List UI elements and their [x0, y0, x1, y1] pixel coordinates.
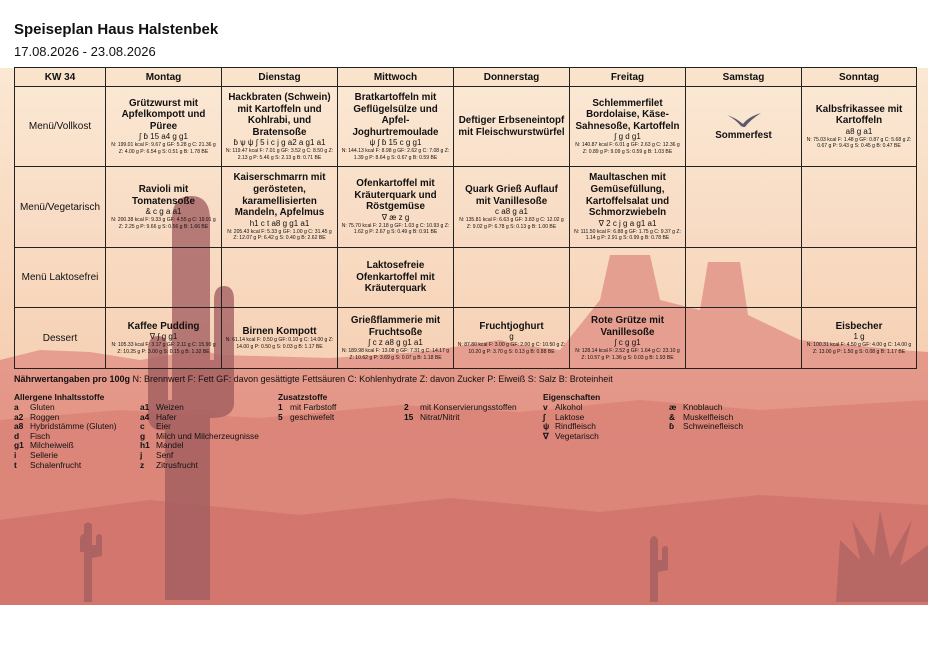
- menu-cell: [686, 308, 802, 369]
- week-number: KW 34: [15, 68, 106, 87]
- nutrition-info: N: 128.14 kcal F: 2.52 g GF: 1.64 g C: 23.10 g Z: 10.57 g P: 1.36 g S: 0.03 g B: 1.93 BE: [575, 348, 680, 361]
- row-label: Menü/Vollkost: [15, 87, 106, 167]
- dish-name: Grießflammerie mit Fruchtsoße: [350, 315, 441, 338]
- menu-cell: [338, 87, 454, 167]
- menu-cell: [802, 248, 917, 308]
- legend-text: mit Farbstoff: [290, 402, 337, 412]
- nutrition-info: N: 135.81 kcal F: 6.63 g GF: 3.83 g C: 12.02 g Z: 9.02 g P: 6.78 g S: 0.13 g B: 1.00 BE: [459, 217, 564, 230]
- legend-entry: [543, 432, 599, 442]
- legend-code: t: [14, 459, 17, 470]
- menu-cell: [106, 167, 222, 248]
- legend-code: æ: [669, 402, 677, 412]
- nutrition-info: N: 144.13 kcal F: 8.98 g GF: 2.62 g C: 7.08 g Z: 1.39 g P: 8.64 g S: 0.67 g B: 0.59 BE: [341, 148, 450, 161]
- dish-name: Schlemmerfilet Bordolaise, Käse-Sahnesoße, Kartoffeln: [575, 97, 680, 132]
- allergen-codes: h1 c t a8 g g1 a1: [249, 218, 310, 228]
- legend-text: geschwefelt: [290, 411, 335, 422]
- legend-code: ∇: [543, 430, 549, 441]
- menu-cell: [686, 87, 802, 167]
- dish-name: Bratkartoffeln mit Geflügelsülze und Apfel-Joghurtremoulade: [352, 91, 439, 138]
- legend-entry: [669, 422, 743, 432]
- day-header: Mittwoch: [338, 68, 454, 87]
- legend-text: Alkohol: [555, 402, 583, 412]
- allergen-codes: ∫ c z a8 g g1 a1: [368, 338, 423, 348]
- menu-cell: [570, 308, 686, 369]
- nutrition-info: N: 119.47 kcal F: 7.01 g GF: 3.52 g C: 8.50 g Z: 2.13 g P: 5.46 g S: 2.13 g B: 0.71 BE: [225, 148, 334, 161]
- nutrition-info: N: 140.87 kcal F: 6.01 g GF: 2.63 g C: 12.36 g Z: 0.89 g P: 9.09 g S: 0.59 g B: 1.03 BE: [575, 142, 680, 155]
- allergen-legend-title: Allergene Inhaltsstoffe: [14, 392, 105, 402]
- legend-text: Schalenfrucht: [30, 459, 82, 470]
- legend-code: a4: [140, 411, 150, 422]
- dish-name: Quark Grieß Auflauf mit Vanillesoße: [465, 184, 558, 207]
- table-row: [15, 167, 917, 248]
- allergen-codes: ∫ g d g1: [614, 132, 641, 142]
- row-label: Menü Laktosefrei: [15, 248, 106, 308]
- allergen-codes: & c g a a1: [145, 207, 182, 217]
- legend-entry: [404, 413, 517, 423]
- nutrition-info: N: 75.03 kcal F: 1.48 g GF: 0.87 g C: 5.68 g Z: 0.67 g P: 9.43 g S: 0.45 g B: 0.47 BE: [806, 136, 912, 150]
- nutrition-info: N: 199.01 kcal F: 9.67 g GF: 5.28 g C: 21.36 g Z: 4.00 g P: 6.54 g S: 0.51 g B: 1.78 BE: [111, 142, 216, 155]
- allergen-codes: ∫ ɓ 15 a4 g g1: [139, 132, 188, 142]
- bird-icon: [726, 112, 762, 128]
- allergen-codes: ∇ ∫ g g1: [149, 332, 178, 342]
- dish-name: Kalbsfrikassee mit Kartoffeln: [815, 103, 903, 127]
- legend-code: ∫: [543, 411, 546, 422]
- nutrition-info: N: 189.98 kcal F: 13.08 g GF: 7.31 g C: 14.17 g Z: 10.62 g P: 3.69 g S: 0.07 g B: 1.18 BE: [341, 348, 450, 361]
- table-header-row: [15, 68, 917, 87]
- dish-name: Kaiserschmarrn mit gerösteten, karamellisierten Mandeln, Apfelmus: [233, 172, 326, 219]
- menu-cell: [106, 308, 222, 369]
- legend-text: Milch und Milcherzeugnisse: [156, 430, 259, 441]
- legend-text: Weizen: [156, 402, 184, 412]
- legend-text: Gluten: [30, 402, 55, 412]
- nutrition-info: N: 100.31 kcal F: 4.50 g GF: 4.00 g C: 14.00 g Z: 13.00 g P: 1.50 g S: 0.08 g B: 1.17 BE: [806, 342, 912, 355]
- legend-text: Milcheiweiß: [30, 440, 74, 451]
- menu-cell: [686, 167, 802, 248]
- allergen-codes: ψ ∫ ɓ 15 c g g1: [369, 138, 422, 148]
- legend-code: z: [140, 459, 145, 470]
- legend-text: Knoblauch: [683, 402, 723, 412]
- nutrition-info: N: 205.43 kcal F: 5.33 g GF: 1.00 g C: 31.45 g Z: 12.07 g P: 6.42 g S: 0.40 g B: 2.62 BE: [227, 228, 332, 242]
- row-label: Menü/Vegetarisch: [15, 167, 106, 248]
- legend-code: ψ: [543, 421, 550, 432]
- legend-code: 15: [404, 411, 414, 422]
- menu-cell: [570, 87, 686, 167]
- menu-cell: [454, 308, 570, 369]
- dish-name: Ofenkartoffel mit Kräuterquark und Röstgemüse: [354, 178, 437, 213]
- dish-name: Sommerfest: [715, 129, 772, 141]
- dish-name: Rote Grütze mit Vanillesoße: [591, 315, 664, 338]
- property-legend-title: Eigenschaften: [543, 392, 601, 402]
- dish-name: Maultaschen mit Gemüsefüllung, Kartoffelsalat und Schmorzwiebeln: [585, 172, 670, 219]
- menu-cell: [338, 248, 454, 308]
- allergen-codes: c a8 g a1: [495, 207, 528, 217]
- legend-code: j: [140, 449, 143, 460]
- menu-cell: [222, 308, 338, 369]
- date-range: 17.08.2026 - 23.08.2026: [14, 44, 156, 59]
- day-header: Freitag: [570, 68, 686, 87]
- legend-text: Rindfleisch: [555, 421, 596, 432]
- dish-name: Hackbraten (Schwein) mit Kartoffeln und Kohlrabi, und Bratensoße: [228, 91, 331, 138]
- menu-cell: [454, 167, 570, 248]
- allergen-codes: ∫ c g g1: [614, 338, 641, 348]
- nutrition-legend: [14, 375, 613, 385]
- allergen-codes: ɓ ѱ ψ ∫ 5 i c j g a2 a g1 a1: [233, 138, 326, 148]
- dish-name: Laktosefreie Ofenkartoffel mit Kräuterquark: [356, 260, 435, 295]
- dish-name: Birnen Kompott: [242, 325, 317, 337]
- row-label: Dessert: [15, 308, 106, 369]
- table-row: [15, 87, 917, 167]
- additive-legend: [278, 392, 517, 422]
- table-row: [15, 248, 917, 308]
- menu-cell: [222, 248, 338, 308]
- legend-text: Hybridstämme (Gluten): [30, 421, 117, 432]
- nutrition-info: N: 111.50 kcal F: 6.88 g GF: 1.75 g C: 9.37 g Z: 1.14 g P: 2.91 g S: 0.99 g B: 0.78 BE: [574, 228, 681, 242]
- menu-cell: [338, 167, 454, 248]
- nutrition-info: N: 200.38 kcal F: 9.33 g GF: 4.55 g C: 19.91 g Z: 2.25 g P: 9.66 g S: 0.56 g B: 1.66 BE: [111, 217, 216, 230]
- legend-code: d: [14, 430, 20, 441]
- legend-text: Muskelfleisch: [683, 411, 734, 422]
- legend-code: a2: [14, 411, 24, 422]
- legend-code: v: [543, 402, 548, 412]
- allergen-codes: ∇ 2 c j g a g1 a1: [598, 218, 657, 228]
- allergen-codes: ∇ æ z g: [381, 212, 410, 222]
- legend-text: Fisch: [30, 430, 51, 441]
- legend-text: Eier: [156, 421, 171, 432]
- meal-plan-table: [14, 67, 917, 369]
- day-header: Samstag: [686, 68, 802, 87]
- menu-cell: [570, 167, 686, 248]
- legend-text: Nitrat/Nitrit: [420, 411, 460, 422]
- property-legend: [543, 392, 744, 441]
- menu-cell: [802, 87, 917, 167]
- dish-name: Kaffee Pudding: [127, 320, 200, 332]
- legend-code: i: [14, 449, 17, 460]
- legend-entry: [140, 461, 259, 471]
- dish-name: Deftiger Erbseneintopf mit Fleischwurstwürfel: [458, 114, 565, 138]
- nutrition-legend-text: N: Brennwert F: Fett GF: davon gesättigte Fettsäuren C: Kohlenhydrate Z: davon Zucker P: Eiweiß S: Salz B: Broteinheit: [132, 374, 613, 384]
- menu-cell: [106, 87, 222, 167]
- legend-text: Mandel: [156, 440, 184, 451]
- legend-text: Schweinefleisch: [683, 421, 744, 432]
- legend-code: g1: [14, 440, 24, 451]
- legend-text: Vegetarisch: [555, 430, 599, 441]
- legend-text: Roggen: [30, 411, 60, 422]
- nutrition-info: N: 105.33 kcal F: 3.17 g GF: 2.11 g C: 15.90 g Z: 10.25 g P: 3.00 g S: 0.15 g B: 1.32 BE: [111, 342, 216, 355]
- legend-code: 1: [278, 402, 283, 412]
- menu-cell: [222, 87, 338, 167]
- nutrition-info: N: 61.14 kcal F: 0.50 g GF: 0.10 g C: 14.00 g Z: 14.00 g P: 0.50 g S: 0.03 g B: 1.17 BE: [225, 337, 334, 350]
- dish-name: Grützwurst mit Apfelkompott und Püree: [121, 97, 206, 132]
- legend-code: a8: [14, 421, 24, 432]
- legend-text: Senf: [156, 449, 174, 460]
- legend-code: a1: [140, 402, 150, 412]
- menu-cell: [338, 308, 454, 369]
- menu-cell: [802, 167, 917, 248]
- nutrition-legend-label: Nährwertangaben pro 100g: [14, 374, 131, 384]
- legend-code: ɓ: [669, 421, 675, 432]
- dish-name: Fruchtjoghurt: [479, 320, 544, 332]
- legend-text: Laktose: [555, 411, 585, 422]
- day-header: Donnerstag: [454, 68, 570, 87]
- menu-cell: [570, 248, 686, 308]
- day-header: Montag: [106, 68, 222, 87]
- page-title: Speiseplan Haus Halstenbek: [14, 21, 219, 38]
- allergen-legend: [14, 392, 259, 470]
- menu-cell: [454, 248, 570, 308]
- nutrition-info: N: 87.80 kcal F: 3.00 g GF: 2.00 g C: 10.50 g Z: 10.20 g P: 3.70 g S: 0.13 g B: 0.88 BE: [457, 342, 566, 355]
- allergen-codes: a8 g a1: [845, 126, 873, 136]
- allergen-codes: 1 g: [853, 332, 865, 342]
- nutrition-info: N: 75.70 kcal F: 2.18 g GF: 1.03 g C: 10.93 g Z: 1.62 g P: 2.67 g S: 0.49 g B: 0.91 BE: [341, 222, 450, 236]
- menu-cell: [106, 248, 222, 308]
- allergen-codes: g: [509, 332, 514, 342]
- legend-code: a: [14, 402, 19, 412]
- legend-entry: [278, 413, 336, 423]
- legend-code: 2: [404, 402, 409, 412]
- legend-text: Hafer: [156, 411, 177, 422]
- legend-text: Sellerie: [30, 449, 58, 460]
- day-header: Sonntag: [802, 68, 917, 87]
- table-row: [15, 308, 917, 369]
- dish-name: Ravioli mit Tomatensoße: [132, 184, 195, 207]
- menu-cell: [802, 308, 917, 369]
- legend-code: h1: [140, 440, 150, 451]
- menu-cell: [686, 248, 802, 308]
- dish-name: Eisbecher: [835, 320, 883, 332]
- menu-cell: [222, 167, 338, 248]
- legend-code: c: [140, 421, 145, 432]
- legend-text: mit Konservierungsstoffen: [420, 402, 517, 412]
- menu-cell: [454, 87, 570, 167]
- legend-text: Zitrusfrucht: [156, 459, 198, 470]
- legend-entry: [14, 461, 117, 471]
- day-header: Dienstag: [222, 68, 338, 87]
- legend-code: &: [669, 411, 676, 422]
- legend-code: 5: [278, 411, 283, 422]
- legend-code: g: [140, 430, 146, 441]
- additive-legend-title: Zusatzstoffe: [278, 392, 328, 402]
